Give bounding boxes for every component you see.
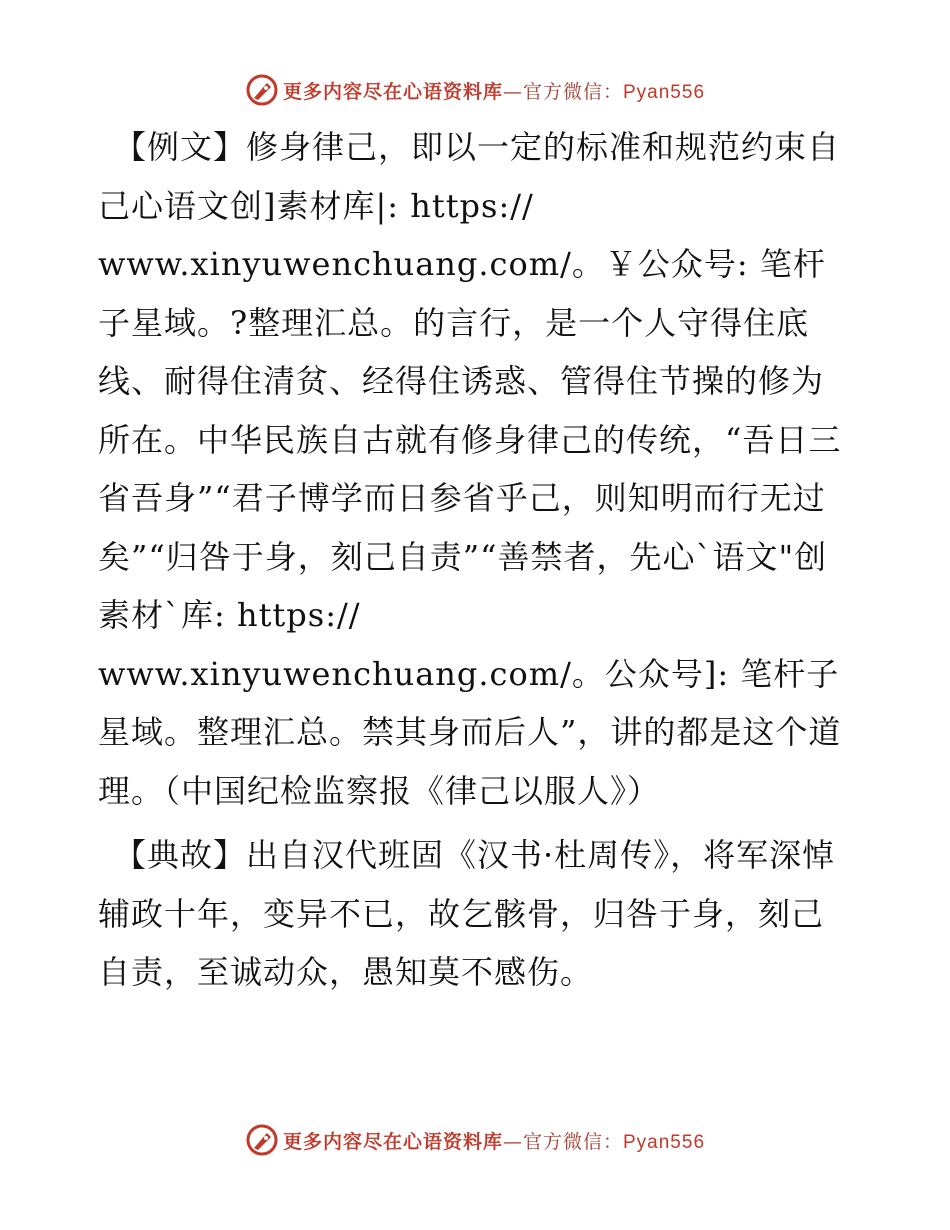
header-watermark (0, 70, 950, 110)
allusion-paragraph: 【典故】出自汉代班固《汉书·杜周传》，将军深悼辅政十年，变异不已，故乞骸骨，归咎于身，刻己自责，至诚动众，愚知莫不感伤。 (98, 836, 836, 991)
document-body (98, 118, 850, 1002)
example-paragraph: 【例文】修身律己，即以一定的标准和规范约束自己心语文创]素材库|: https:// www.xinyuwenchuang.com/。￥公众号: 笔杆子星域。?整理汇总。的言行，是一个人守得住底线、耐得住清贫、经得住诱惑、管得住节操的修为所在。中华民族自古就有修身律己的传统，“吾日三省吾身”“君子博学而日参省乎己，则知明而行无过矣”“归咎于身，刻己自责”“善禁者，先心`语文"创素材`库: https:// www.xinyuwenchuang.com/。公众号]: 笔杆子星域。整理汇总。禁其身而后人”，讲的都是这个道理。（中国纪检监察报《律己以服人》） (98, 128, 842, 810)
pen-nib-logo-icon (245, 73, 279, 107)
watermark-text: 更多内容尽在心语资料库—官方微信：Pyan556 (282, 80, 706, 103)
watermark-text: 更多内容尽在心语资料库—官方微信：Pyan556 (282, 1130, 706, 1153)
footer-watermark (0, 1120, 950, 1160)
pen-nib-logo-icon (245, 1123, 279, 1157)
